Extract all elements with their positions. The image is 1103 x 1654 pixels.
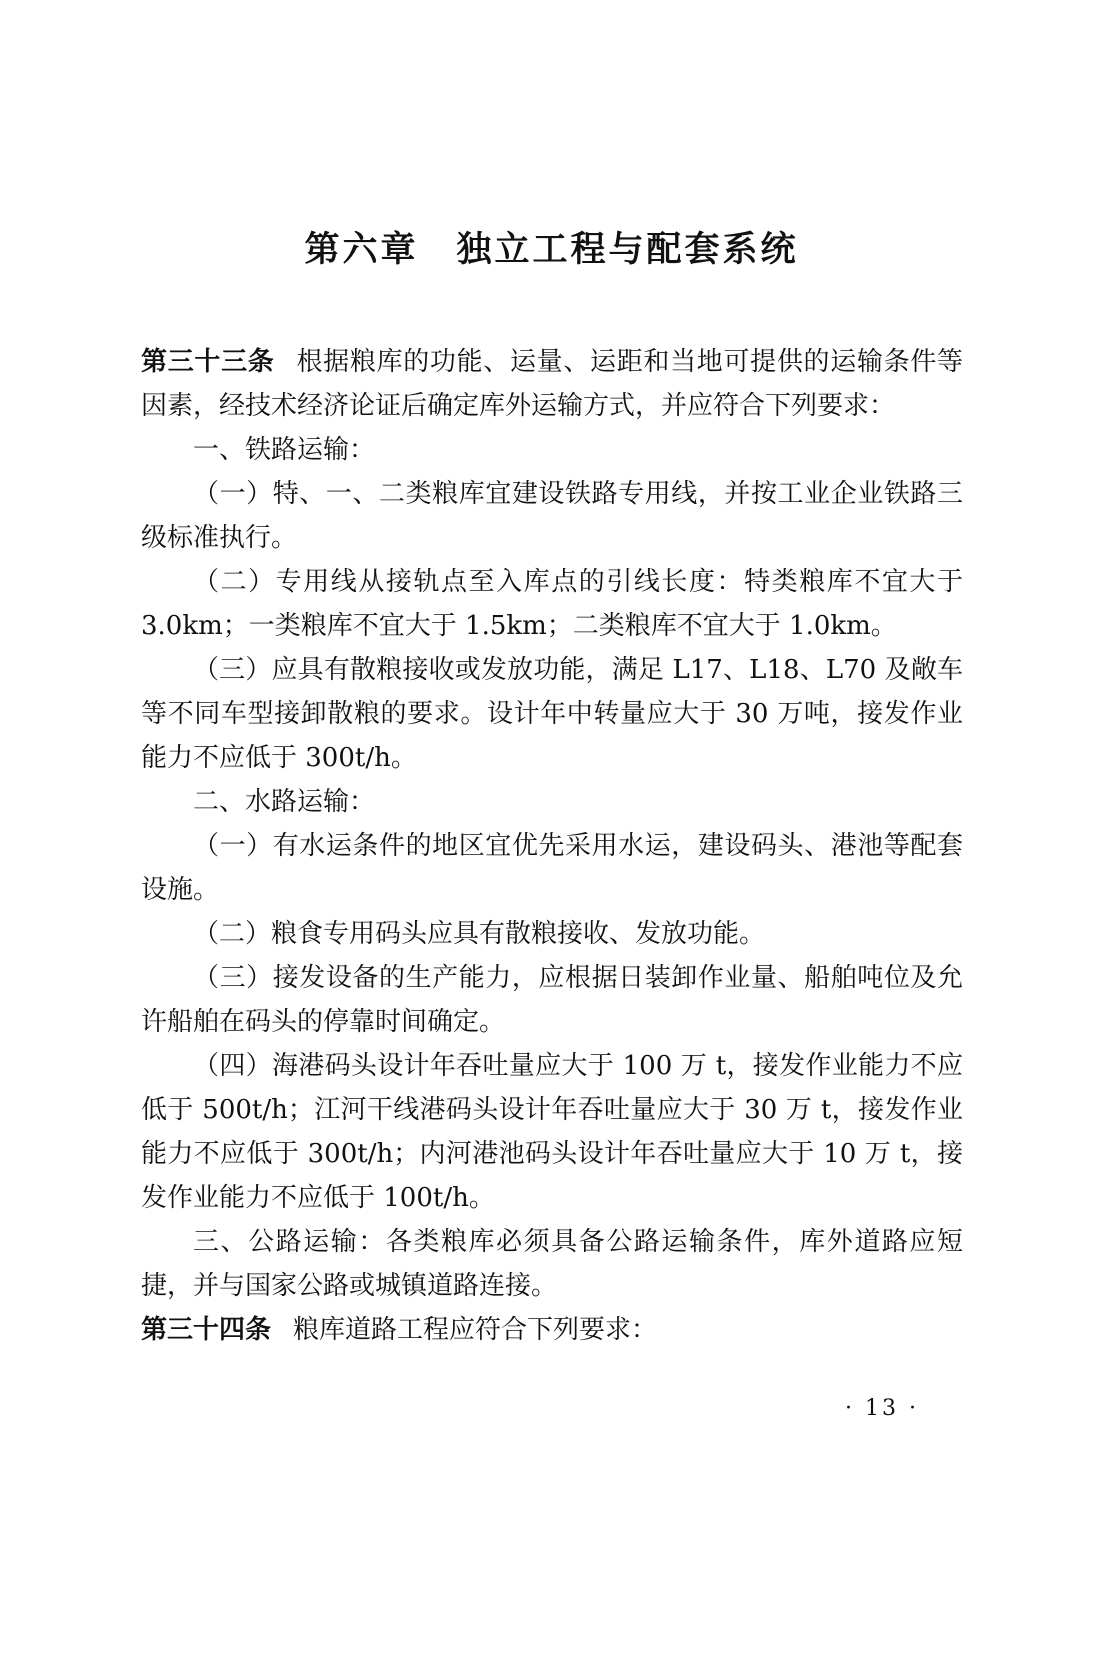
chapter-title	[0, 222, 1103, 272]
chapter-name: 独立工程与配套系统	[456, 230, 799, 270]
article-34	[141, 1308, 963, 1352]
waterway-heading: 二、水路运输：	[193, 787, 376, 817]
article-34-label: 第三十四条	[141, 1315, 272, 1345]
waterway-item-2: （二）粮食专用码头应具有散粮接收、发放功能。	[193, 919, 766, 949]
chapter-number: 第六章	[304, 230, 419, 270]
highway-paragraph: 三、公路运输：各类粮库必须具备公路运输条件，库外道路应短捷，并与国家公路或城镇道路连接。	[141, 1227, 963, 1301]
railway-heading: 一、铁路运输：	[193, 435, 376, 465]
article-33	[141, 340, 963, 428]
railway-item-2: （二）专用线从接轨点至入库点的引线长度：特类粮库不宜大于 3.0km；一类粮库不宜大于 1.5km；二类粮库不宜大于 1.0km。	[141, 567, 963, 641]
body-text	[141, 340, 963, 1352]
waterway-item-1: （一）有水运条件的地区宜优先采用水运，建设码头、港池等配套设施。	[141, 831, 963, 905]
railway-item-3: （三）应具有散粮接收或发放功能，满足 L17、L18、L70 及敞车等不同车型接卸散粮的要求。设计年中转量应大于 30 万吨，接发作业能力不应低于 300t/h。	[141, 655, 963, 773]
waterway-item-3: （三）接发设备的生产能力，应根据日装卸作业量、船舶吨位及允许船舶在码头的停靠时间确定。	[141, 963, 963, 1037]
railway-item-1: （一）特、一、二类粮库宜建设铁路专用线，并按工业企业铁路三级标准执行。	[141, 479, 963, 553]
page-number: · 13 ·	[845, 1396, 919, 1421]
article-34-text: 粮库道路工程应符合下列要求：	[293, 1315, 658, 1345]
waterway-item-4: （四）海港码头设计年吞吐量应大于 100 万 t，接发作业能力不应低于 500t/h；江河干线港码头设计年吞吐量应大于 30 万 t，接发作业能力不应低于 300t/h；内河港池码头设计年吞吐量应大于 10 万 t，接发作业能力不应低于 100t/h。	[141, 1051, 963, 1213]
article-33-text: 根据粮库的功能、运量、运距和当地可提供的运输条件等因素，经技术经济论证后确定库外运输方式，并应符合下列要求：	[141, 347, 963, 421]
article-33-label: 第三十三条	[141, 347, 275, 377]
